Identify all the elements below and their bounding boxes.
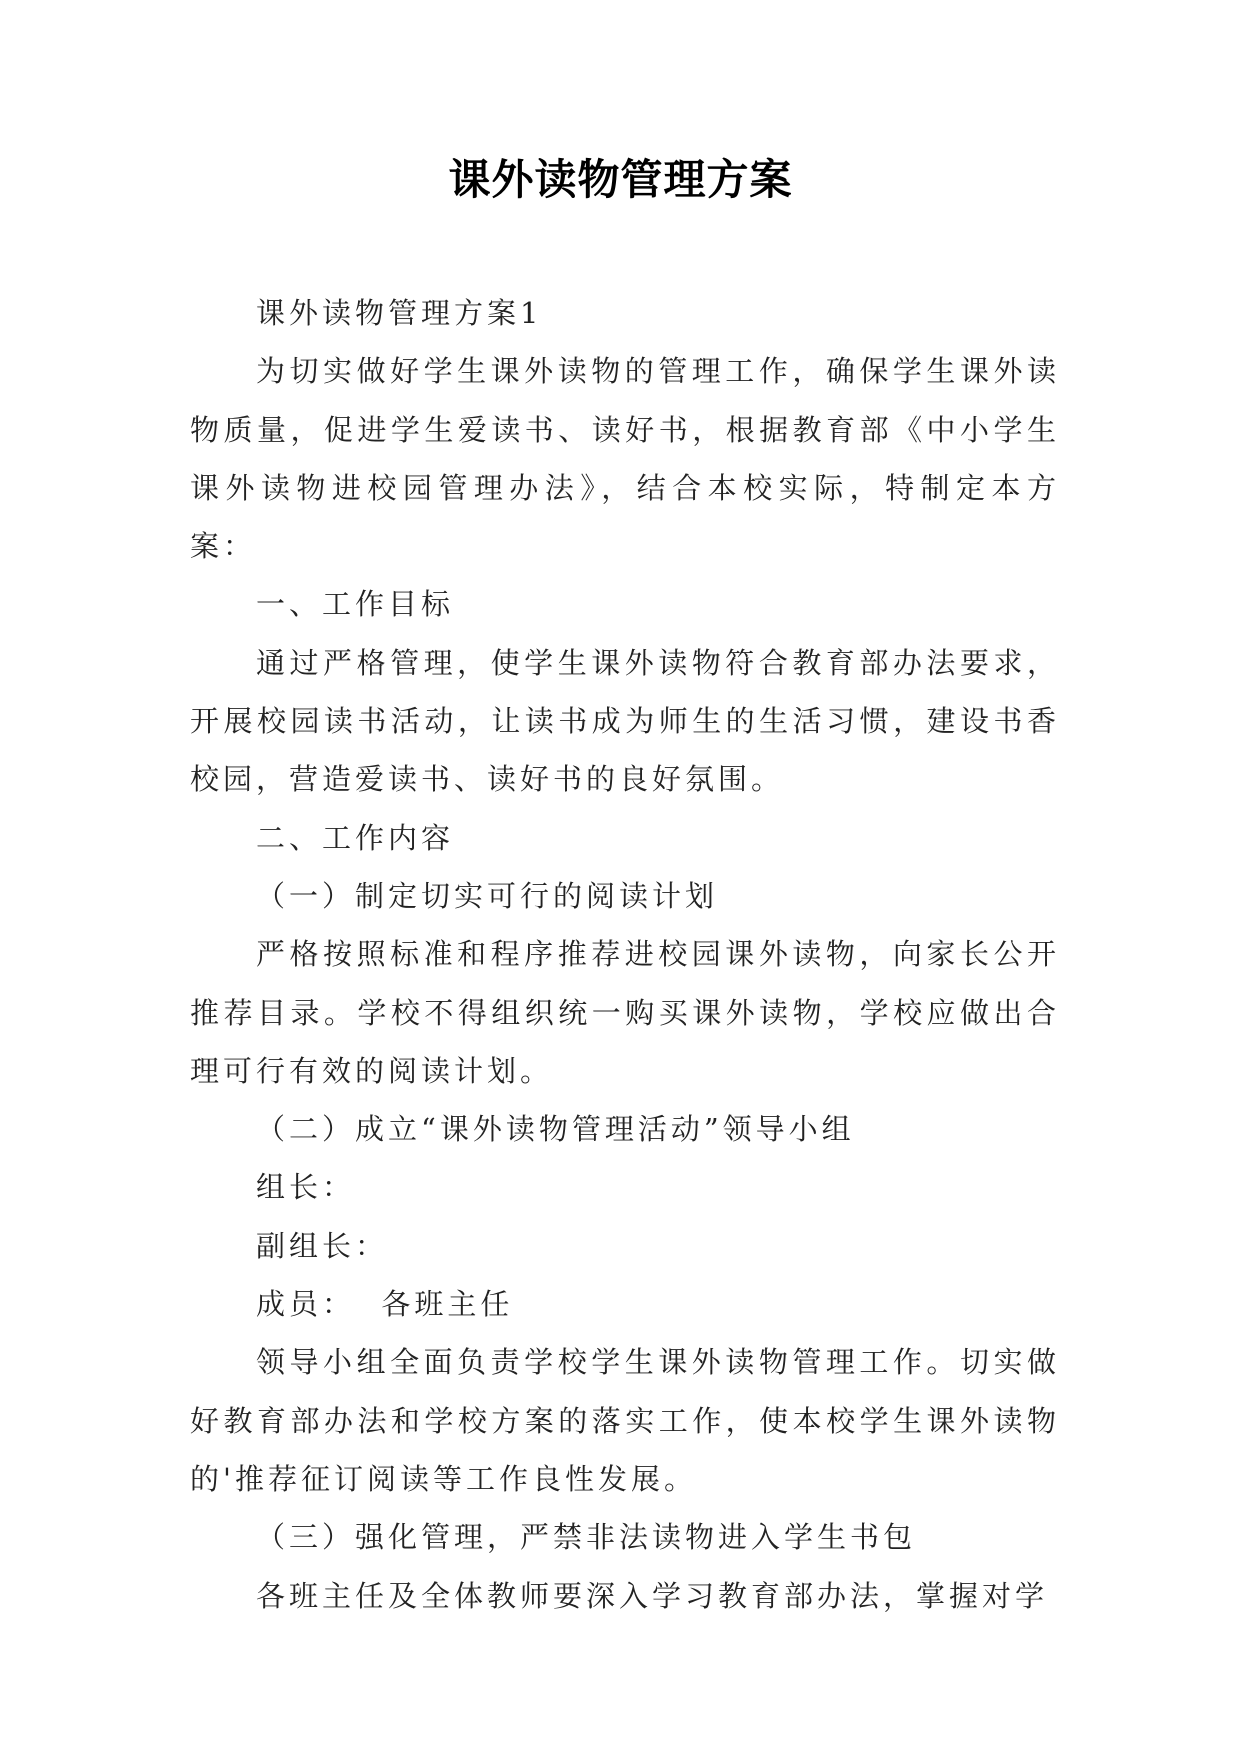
subheading-reading-plan: （一）制定切实可行的阅读计划 bbox=[256, 878, 719, 913]
heading-work-goal: 一、工作目标 bbox=[256, 587, 455, 622]
members-line: 成员： 各班主任 bbox=[256, 1287, 514, 1322]
teacher-duty-paragraph: 各班主任及全体教师要深入学习教育部办法，掌握对学 bbox=[256, 1578, 1049, 1613]
intro-paragraph: 为切实做好学生课外读物的管理工作，确保学生课外读物质量，促进学生爱读书、读好书，根据教育部《中小学生课外读物进校园管理办法》，结合本校实际，特制定本方案： bbox=[190, 354, 1060, 564]
document-title: 课外读物管理方案 bbox=[448, 155, 793, 204]
group-leader-line: 组长： bbox=[256, 1170, 356, 1205]
deputy-leader-line: 副组长： bbox=[256, 1228, 389, 1263]
subheading-strengthen-management: （三）强化管理，严禁非法读物进入学生书包 bbox=[256, 1520, 917, 1555]
work-goal-paragraph: 通过严格管理，使学生课外读物符合教育部办法要求，开展校园读书活动，让读书成为师生的生活习惯，建设书香校园，营造爱读书、读好书的良好氛围。 bbox=[190, 645, 1060, 797]
section-title: 课外读物管理方案1 bbox=[256, 296, 543, 330]
subheading-leadership-group: （二）成立“课外读物管理活动”领导小组 bbox=[256, 1112, 855, 1147]
heading-work-content: 二、工作内容 bbox=[256, 820, 455, 855]
reading-plan-paragraph: 严格按照标准和程序推荐进校园课外读物，向家长公开推荐目录。学校不得组织统一购买课外读物，学校应做出合理可行有效的阅读计划。 bbox=[190, 937, 1060, 1088]
document-body bbox=[190, 284, 1060, 1625]
leadership-duty-paragraph: 领导小组全面负责学校学生课外读物管理工作。切实做好教育部办法和学校方案的落实工作，使本校学生课外读物的'推荐征订阅读等工作良性发展。 bbox=[190, 1345, 1060, 1496]
